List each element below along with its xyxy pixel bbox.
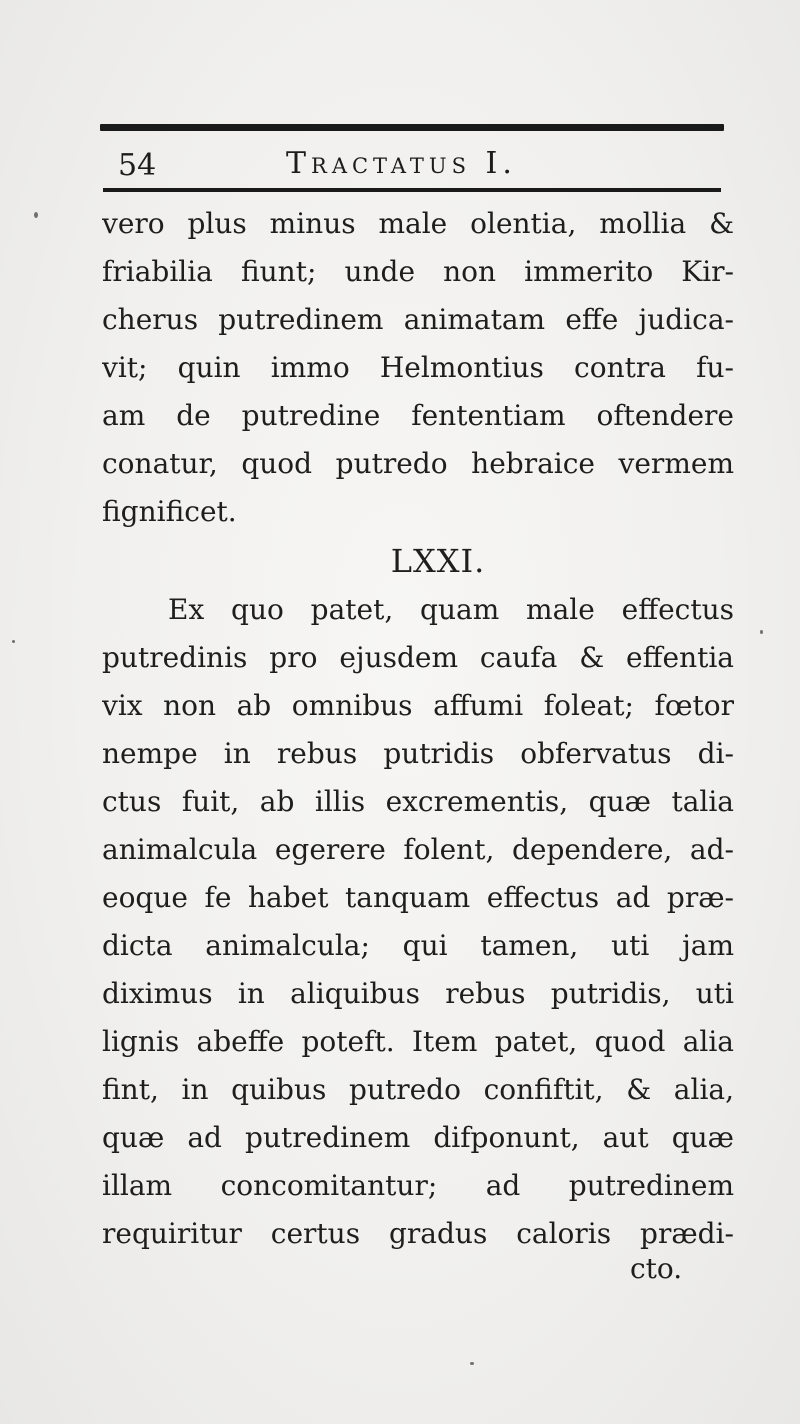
text-line: illam concomitantur; ad putredinem: [102, 1169, 734, 1202]
text-line: ctus fuit, ab illis excrementis, quæ talia: [102, 785, 734, 818]
section-heading: LXXI.: [390, 542, 486, 580]
paper-speck: [470, 1362, 474, 1365]
text-line: vix non ab omnibus affumi foleat; fœtor: [102, 689, 734, 722]
header-bottom-rule: [103, 188, 721, 192]
text-line: fignificet.: [102, 495, 237, 528]
text-line: dicta animalcula; qui tamen, uti jam: [102, 929, 734, 962]
text-line: putredinis pro ejusdem caufa & effentia: [102, 641, 734, 674]
text-line: am de putredine fententiam oftendere: [102, 399, 734, 432]
body-text: [102, 200, 734, 1258]
text-line: fint, in quibus putredo confiftit, & alia,: [102, 1073, 734, 1106]
text-line: Ex quo patet, quam male effectus: [168, 593, 734, 626]
text-line: nempe in rebus putridis obfervatus di-: [102, 737, 734, 770]
text-line: animalcula egerere folent, dependere, ad-: [102, 833, 734, 866]
text-line: cherus putredinem animatam effe judica-: [102, 303, 734, 336]
text-line: vit; quin immo Helmontius contra fu-: [102, 351, 734, 384]
text-line: eoque fe habet tanquam effectus ad præ-: [102, 881, 734, 914]
header-top-rule: [100, 124, 724, 131]
text-line: vero plus minus male olentia, mollia &: [102, 207, 734, 240]
paper-speck: [34, 212, 38, 218]
paper-speck: [760, 630, 763, 634]
text-line: conatur, quod putredo hebraice vermem: [102, 447, 734, 480]
page-number: 54: [118, 148, 157, 183]
text-line: quæ ad putredinem difponunt, aut quæ: [102, 1121, 734, 1154]
text-line: requiritur certus gradus caloris prædi-: [102, 1217, 734, 1250]
text-line: friabilia fiunt; unde non immerito Kir-: [102, 255, 734, 288]
catchword: cto.: [630, 1252, 683, 1285]
text-line: diximus in aliquibus rebus putridis, uti: [102, 977, 734, 1010]
text-line: lignis abeffe poteft. Item patet, quod alia: [102, 1025, 734, 1058]
page-header: [104, 140, 714, 186]
running-head: Tractatus I.: [286, 146, 517, 181]
paper-speck: [12, 640, 15, 643]
